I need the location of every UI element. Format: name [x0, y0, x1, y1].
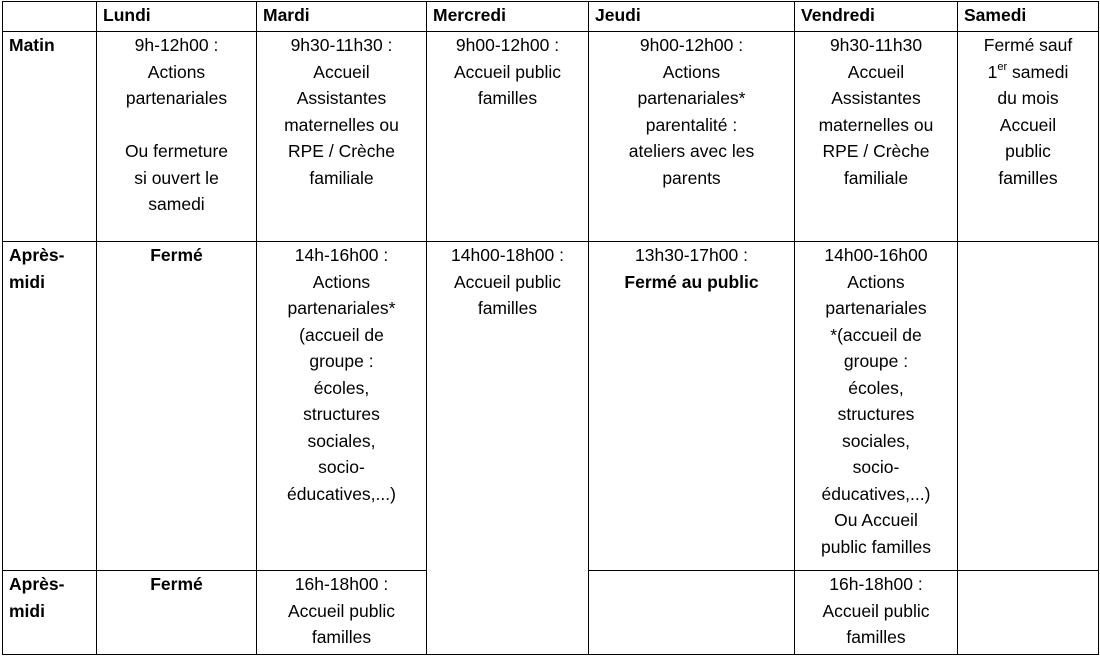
jeudi-afternoon-time: 13h30-17h00 : — [635, 245, 748, 265]
samedi-closed-text: Fermé sauf — [983, 35, 1073, 55]
cell-matin-lundi: 9h-12h00 : Actions partenariales Ou fermeture si ouvert le samedi — [97, 32, 257, 242]
cell-matin-samedi — [958, 32, 1099, 242]
cell-apres-midi-1-lundi: Fermé — [97, 242, 257, 571]
header-day-lundi: Lundi — [97, 2, 257, 32]
samedi-ordinal-rest: samedi — [1007, 61, 1069, 82]
row-label-matin: Matin — [3, 32, 97, 242]
cell-apres-midi-2-mardi: 16h-18h00 : Accueil public familles — [257, 571, 427, 655]
row-label-apres-midi-2: Après- midi — [3, 571, 97, 655]
cell-apres-midi-1-mardi: 14h-16h00 : Actions partenariales* (accueil de groupe : écoles, structures sociales, socio- éducatives,...) — [257, 242, 427, 571]
samedi-open-text: du mois Accueil public familles — [997, 88, 1059, 188]
cell-apres-midi-2-jeudi — [589, 571, 795, 655]
cell-apres-midi-2-vendredi: 16h-18h00 : Accueil public familles — [795, 571, 958, 655]
header-day-samedi: Samedi — [958, 2, 1099, 32]
cell-apres-midi-2-samedi — [958, 571, 1099, 655]
table-row-apres-midi-1 — [3, 242, 1099, 571]
cell-apres-midi-mercredi: 14h00-18h00 : Accueil public familles — [427, 242, 589, 655]
cell-matin-jeudi: 9h00-12h00 : Actions partenariales* parentalité : ateliers avec les parents — [589, 32, 795, 242]
header-day-vendredi: Vendredi — [795, 2, 958, 32]
cell-apres-midi-2-lundi: Fermé — [97, 571, 257, 655]
header-row — [3, 2, 1099, 32]
cell-apres-midi-1-jeudi — [589, 242, 795, 571]
header-day-jeudi: Jeudi — [589, 2, 795, 32]
cell-apres-midi-1-samedi — [958, 242, 1099, 571]
opening-hours-table — [2, 1, 1099, 655]
cell-matin-mercredi: 9h00-12h00 : Accueil public familles — [427, 32, 589, 242]
samedi-ordinal-suffix: er — [997, 60, 1008, 73]
cell-matin-vendredi: 9h30-11h30 Accueil Assistantes maternelles ou RPE / Crèche familiale — [795, 32, 958, 242]
header-day-mercredi: Mercredi — [427, 2, 589, 32]
cell-apres-midi-1-vendredi: 14h00-16h00 Actions partenariales *(accueil de groupe : écoles, structures sociales, socio- éducatives,...) Ou Accueil public familles — [795, 242, 958, 571]
samedi-ordinal-number: 1 — [987, 61, 998, 82]
header-corner-cell — [3, 2, 97, 32]
header-day-mardi: Mardi — [257, 2, 427, 32]
row-label-apres-midi-1: Après- midi — [3, 242, 97, 571]
jeudi-closed-status: Fermé au public — [624, 271, 759, 292]
table-row-matin — [3, 32, 1099, 242]
cell-matin-mardi: 9h30-11h30 : Accueil Assistantes maternelles ou RPE / Crèche familiale — [257, 32, 427, 242]
